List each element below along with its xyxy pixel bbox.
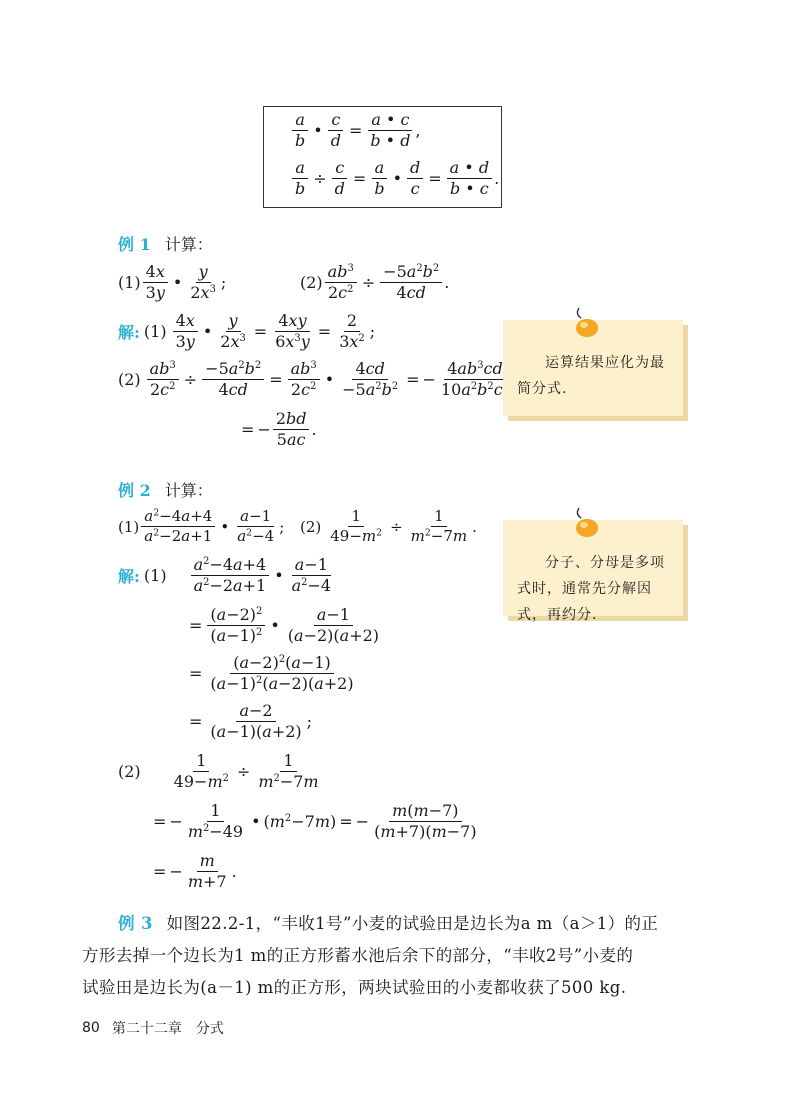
example2-heading — [118, 478, 213, 501]
pushpin-icon — [571, 306, 603, 340]
example3-paragraph — [82, 908, 722, 1004]
note-2-text: 分子、分母是多项式时，通常先分解因式，再约分. — [517, 555, 665, 623]
example1-solution2-result: = − $\frac{2bd}{5ac}$ . — [241, 409, 317, 450]
example3-label: 例 3 — [118, 914, 153, 933]
example2-solution1-line2: = $\frac{(a-2)^2}{(a-1)^2}$ • a−1 (a−2)(a+2) — [189, 605, 380, 646]
example1-solution-label: 解: — [118, 323, 140, 343]
note-card-2 — [503, 520, 683, 623]
example2-problem1: (1) $a^2-4a+4$ $a^2-2a+1$ • a−1 $a^2-4$ ; — [118, 507, 285, 546]
page-number: 80 — [82, 1020, 100, 1036]
example3-line1: 如图22.2-1，“丰收1号”小麦的试验田是边长为a m（a＞1）的正 — [166, 914, 659, 933]
example1-heading — [118, 232, 213, 255]
example2-solution1-line1: 解: (1) $a^2-4a+4$ $a^2-2a+1$ • a−1 $a^2-4$ — [118, 555, 332, 596]
example2-problem2: (2) $\frac{1}{49-m^2}$ ÷ $\frac{1}{m^2-7m}$ . — [300, 507, 477, 546]
note-card-1 — [503, 320, 683, 416]
example1-problem2: (2) $\frac{ab^3}{2c^2}$ ÷ $\frac{-5a^2b^2}{4cd}$ . — [300, 262, 450, 303]
example1-label: 例 1 — [118, 235, 151, 254]
pushpin-icon — [571, 506, 603, 540]
note-1-text: 运算结果应化为最简分式. — [517, 355, 665, 397]
example1-prompt: 计算： — [164, 235, 213, 254]
example2-solution1-line3: = $\frac{(a-2)^2(a-1)}{(a-1)^2(a-2)(a+2)}$ — [189, 653, 354, 694]
example2-prompt: 计算： — [164, 481, 213, 500]
example2-solution1-line4: = $\frac{a-2}{(a-1)(a+2)}$ ; — [189, 701, 313, 742]
example3-line3: 试验田是边长为(a－1) m的正方形，两块试验田的小麦都收获了500 kg. — [82, 978, 627, 997]
chapter-title: 第二十二章 分式 — [111, 1021, 224, 1037]
example3-line2: 方形去掉一个边长为1 m的正方形蓄水池后余下的部分，“丰收2号”小麦的 — [82, 946, 634, 965]
rule-box — [263, 106, 502, 208]
example2-solution2-line2: = − $\frac{1}{m^2-49}$ • $(m^2-7m)$ = − $\frac{m(m-7)}{(m+7)(m-7)}$ — [153, 801, 477, 842]
example2-solution2-line1: (2) $\frac{1}{49-m^2}$ ÷ $\frac{1}{m^2-7m}$ — [118, 751, 319, 792]
rule-multiply: a b • $\frac{c}{d}$ = $\frac{a • c}{b • d}$ , — [290, 111, 421, 151]
page-footer — [82, 1018, 224, 1038]
rule-divide: $\frac{a}{b}$ ÷ $\frac{c}{d}$ = $\frac{a}{b}$ • $\frac{d}{c}$ = $\frac{a • d}{b • c}$ . — [290, 159, 499, 199]
example1-solution1: 解: (1) 4x 3y • $\frac{y}{2x^3}$ = $\frac{4xy}{6x^3y}$ = $\frac{2}{3x^2}$ ; — [118, 311, 376, 352]
example2-label: 例 2 — [118, 481, 151, 500]
example1-problem1: (1) 4x 3y • y $2x^3$ ; — [118, 262, 227, 303]
example2-solution2-line3: = − $\frac{m}{m+7}$ . — [153, 851, 237, 892]
example2-solution-label: 解: — [118, 567, 140, 587]
example1-solution2: (2) $\frac{ab^3}{2c^2}$ ÷ $\frac{-5a^2b^2}{4cd}$ = $\frac{ab^3}{2c^2}$ • $\frac{4cd}{-5a^2b^2}$ = − $\frac{4ab^3cd}{10a^2b^2c}$ — [118, 360, 514, 400]
